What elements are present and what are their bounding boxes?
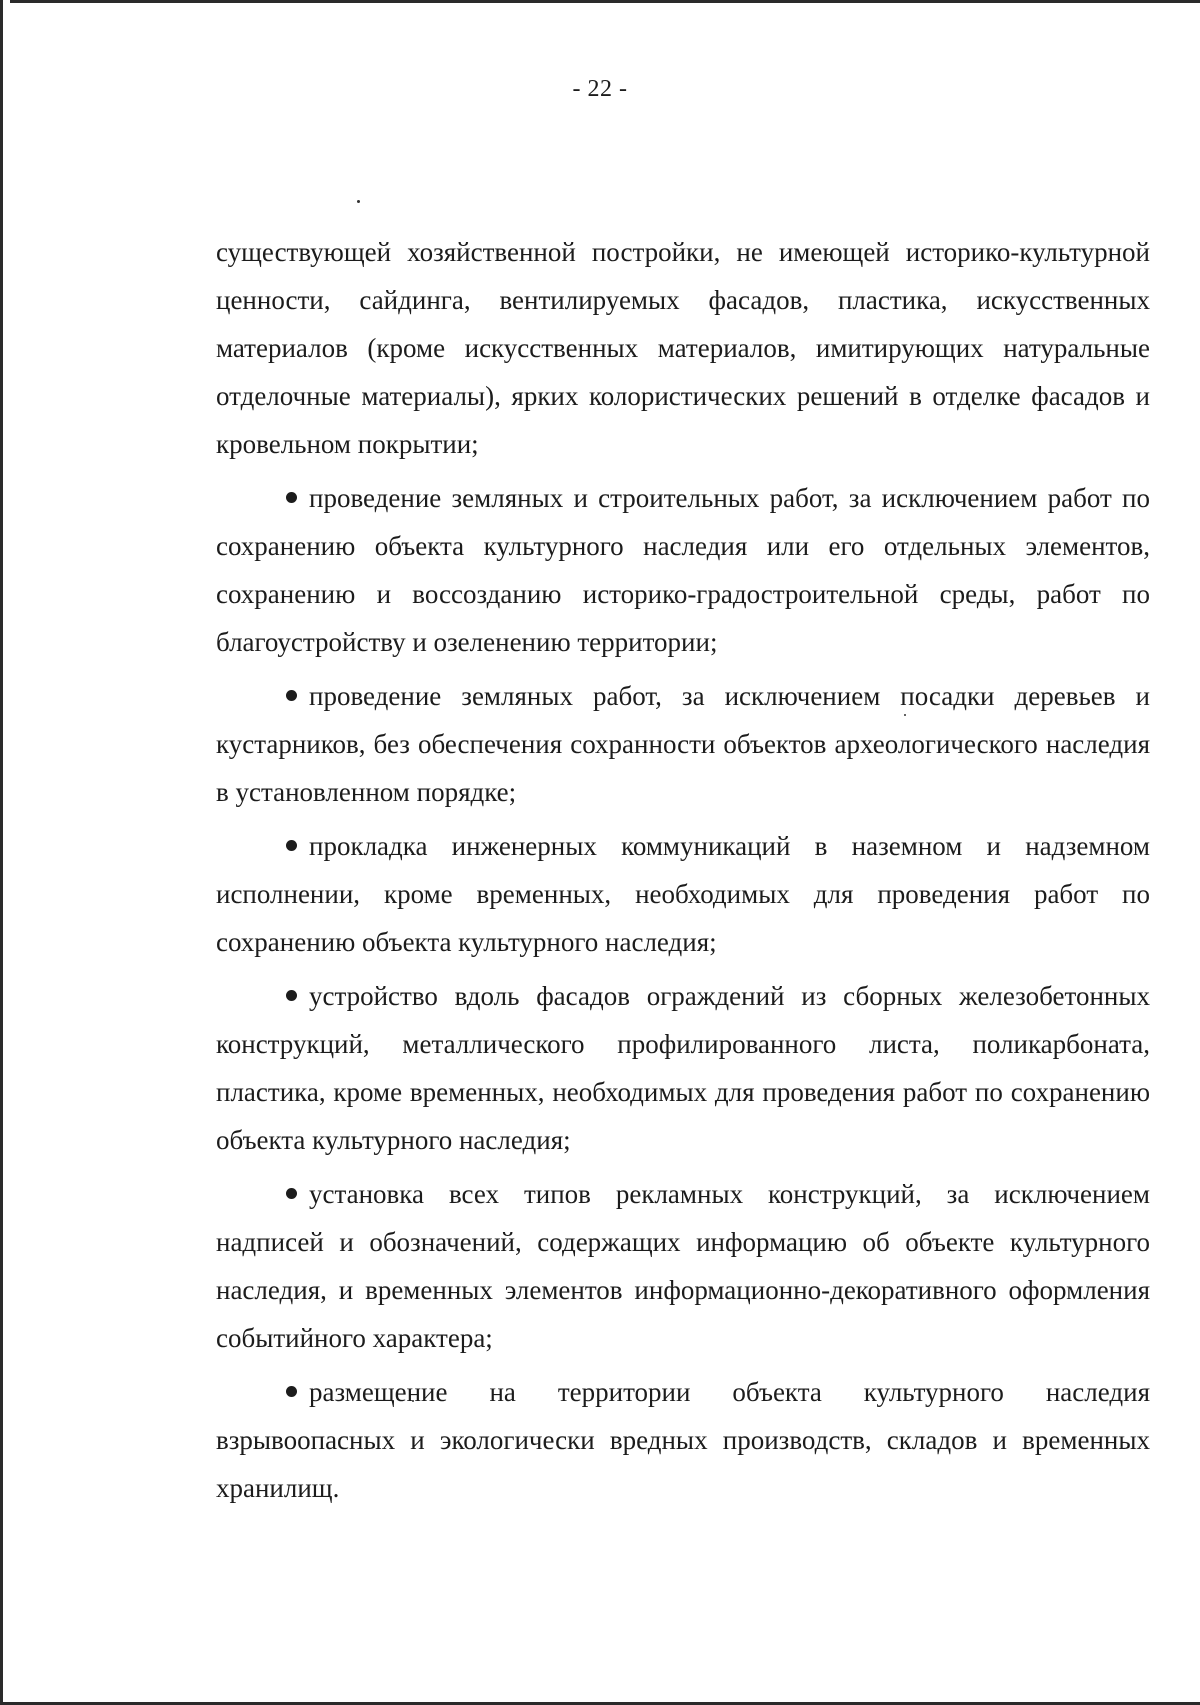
bullet-icon <box>286 492 297 503</box>
bullet-icon <box>286 690 297 701</box>
bullet-paragraph <box>216 972 1150 1164</box>
page-number: - 22 - <box>572 76 628 102</box>
scan-border-left <box>0 0 3 1705</box>
bullet-paragraph <box>216 1368 1150 1512</box>
intro-paragraph: существующей хозяйственной постройки, не имеющей историко-культурной ценности, сайдинга, вентилируемых фасадов, пластика, искусственных материалов (кроме искусственных материалов, имитирующих натуральные отделочные материалы), ярких колористических решений в отделке фасадов и кровельном покрытии; <box>216 237 1150 459</box>
bullet-icon <box>286 1386 297 1397</box>
bullet-text: размещение на территории объекта культурного наследия взрывоопасных и экологически вредных производств, складов и временных хранилищ. <box>216 1377 1150 1503</box>
bullet-icon <box>286 990 297 1001</box>
bullet-text: установка всех типов рекламных конструкций, за исключением надписей и обозначений, содержащих информацию об объекте культурного наследия, и временных элементов информационно-декоративного оформления событийного характера; <box>216 1179 1150 1353</box>
bullet-text: проведение земляных и строительных работ, за исключением работ по сохранению объекта культурного наследия или его отдельных элементов, сохранению и воссозданию историко-градостроительной среды, работ по благоустройству и озеленению территории; <box>216 483 1150 657</box>
bullet-icon <box>286 840 297 851</box>
bullet-text: устройство вдоль фасадов ограждений из сборных железобетонных конструкций, металлического профилированного листа, поликарбоната, пластика, кроме временных, необходимых для проведения работ по сохранению объекта культурного наследия; <box>216 981 1150 1155</box>
bullet-paragraph <box>216 1170 1150 1362</box>
scan-border-top <box>10 0 1200 3</box>
bullet-paragraph <box>216 672 1150 816</box>
bullet-text: прокладка инженерных коммуникаций в наземном и надземном исполнении, кроме временных, необходимых для проведения работ по сохранению объекта культурного наследия; <box>216 831 1150 957</box>
document-body <box>216 228 1150 1518</box>
scan-speck <box>357 200 360 203</box>
bullet-text: проведение земляных работ, за исключением посадки деревьев и кустарников, без обеспечения сохранности объектов археологического наследия в установленном порядке; <box>216 681 1150 807</box>
bullet-paragraph <box>216 822 1150 966</box>
bullet-paragraph <box>216 474 1150 666</box>
bullet-icon <box>286 1188 297 1199</box>
